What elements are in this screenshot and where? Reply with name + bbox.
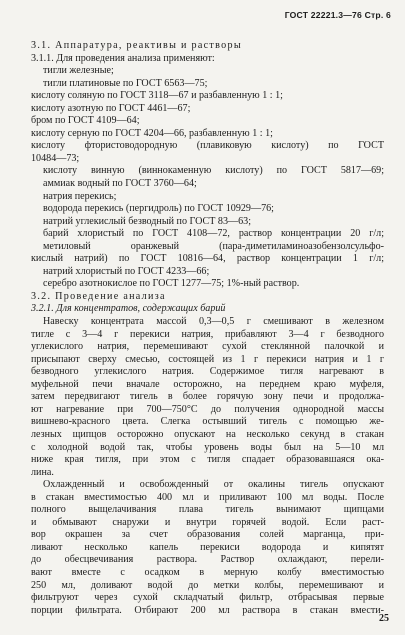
text-line: полного выщелачивания плава тигель вынимают щипцами (31, 504, 384, 516)
text-line: кислоту серную по ГОСТ 4204—66, разбавленную 1 : 1; (31, 127, 273, 139)
text-line: кислоту соляную по ГОСТ 3118—67 и разбавленную 1 : 1; (31, 90, 283, 102)
text-line: аммиак водный по ГОСТ 3760—64; (43, 178, 197, 190)
document-body (31, 40, 384, 617)
text-line: до обесцвечивания раствора. Раствор охлаждают, перели- (31, 554, 384, 566)
text-line: кислоту фтористоводородную (плавиковую кислоту) по ГОСТ (31, 140, 384, 152)
text-line: 3.1. Аппаратура, реактивы и растворы (31, 40, 242, 51)
text-line: кислоту азотную по ГОСТ 4461—67; (31, 102, 191, 114)
text-line: присыпают сверху смесью, состоящей из 1 г перекиси натрия и 1 г (31, 353, 384, 365)
text-line: кислый натрий) по ГОСТ 10816—64, раствор концентрации 1 г/л; (31, 253, 384, 265)
text-line: натрий углекислый безводный по ГОСТ 83—63; (43, 215, 252, 227)
text-line: лезных щипцов осторожно опускают на несколько секунд в стакан (31, 428, 384, 440)
text-line: тигли платиновые по ГОСТ 6563—75; (43, 77, 208, 89)
page-number: 25 (379, 613, 389, 624)
text-line: порции фильтрата. Отбирают 200 мл раствора в стакан вмести- (31, 604, 384, 616)
page-header: ГОСТ 22221.3—76 Стр. 6 (284, 10, 391, 20)
text-line: тигли железные; (43, 65, 114, 77)
text-line: лина. (31, 466, 54, 478)
text-line: безводного углекислого натрия. Содержимое тигля нагревают в (31, 366, 384, 378)
text-line: натрия перекись; (43, 190, 117, 202)
text-line: натрий хлористый по ГОСТ 4233—66; (43, 265, 210, 277)
text-line: ют нагревание при 700—750°С до получения однородной массы (31, 403, 384, 415)
text-line: кислоту винную (виннокаменную кислоту) по ГОСТ 5817—69; (43, 165, 384, 177)
text-line: 250 мл, доливают водой до метки колбы, перемешивают и (31, 579, 384, 591)
text-line: ливают несколько капель перекиси водорода и кипятят (31, 541, 384, 553)
text-line: Навеску концентрата массой 0,3—0,5 г смешивают в железном (43, 316, 384, 328)
text-line: муфельной печи вначале осторожно, на переднем краю муфеля, (31, 378, 384, 390)
text-line: в стакан вместимостью 400 мл и приливают 100 мл воды. После (31, 491, 384, 503)
text-line: 3.2.1. Для концентратов, содержащих барий (31, 303, 226, 315)
text-line: вишнево-красного цвета. Слегка остывший тигель с помощью же- (31, 416, 384, 428)
text-line: тигле с 3—4 г перекиси натрия, прибавляют 3—4 г безводного (31, 328, 384, 340)
text-line: вают вместе с осадком в мерную колбу вместимостью (31, 566, 384, 578)
text-line: барий хлористый по ГОСТ 4108—72, раствор концентрации 20 г/л; (43, 228, 384, 240)
text-line: Охлажденный и освобожденный от окалины тигель опускают (43, 479, 384, 491)
text-line: 3.2. Проведение анализа (31, 290, 166, 302)
text-line: затем передвигают тигель в более горячую зону печи и продолжа- (31, 391, 384, 403)
text-line: вор окрашен за счет образования солей марганца, при- (31, 529, 384, 541)
text-line: бром по ГОСТ 4109—64; (31, 115, 140, 127)
text-line: углекислого натрия, перемешивают сухой стеклянной палочкой и (31, 341, 384, 353)
text-line: фильтруют через сухой складчатый фильтр, отбрасывая первые (31, 592, 384, 604)
text-line: метиловый оранжевый (пара-диметиламиноазобензолсульфо- (43, 240, 384, 252)
text-line: с холодной водой так, чтобы уровень воды был на 5—10 мл (31, 441, 384, 453)
text-line: ниже края тигля, при этом с тигля спадает образовавшаяся ока- (31, 454, 384, 466)
text-line: и обмывают снаружи и внутри горячей водой. Если раст- (31, 516, 384, 528)
text-line: водорода перекись (пергидроль) по ГОСТ 10929—76; (43, 203, 274, 215)
text-line: 3.1.1. Для проведения анализа применяют: (31, 52, 215, 64)
text-line: 10484—73; (31, 152, 80, 164)
text-line: серебро азотнокислое по ГОСТ 1277—75; 1%-ный раствор. (43, 278, 300, 290)
